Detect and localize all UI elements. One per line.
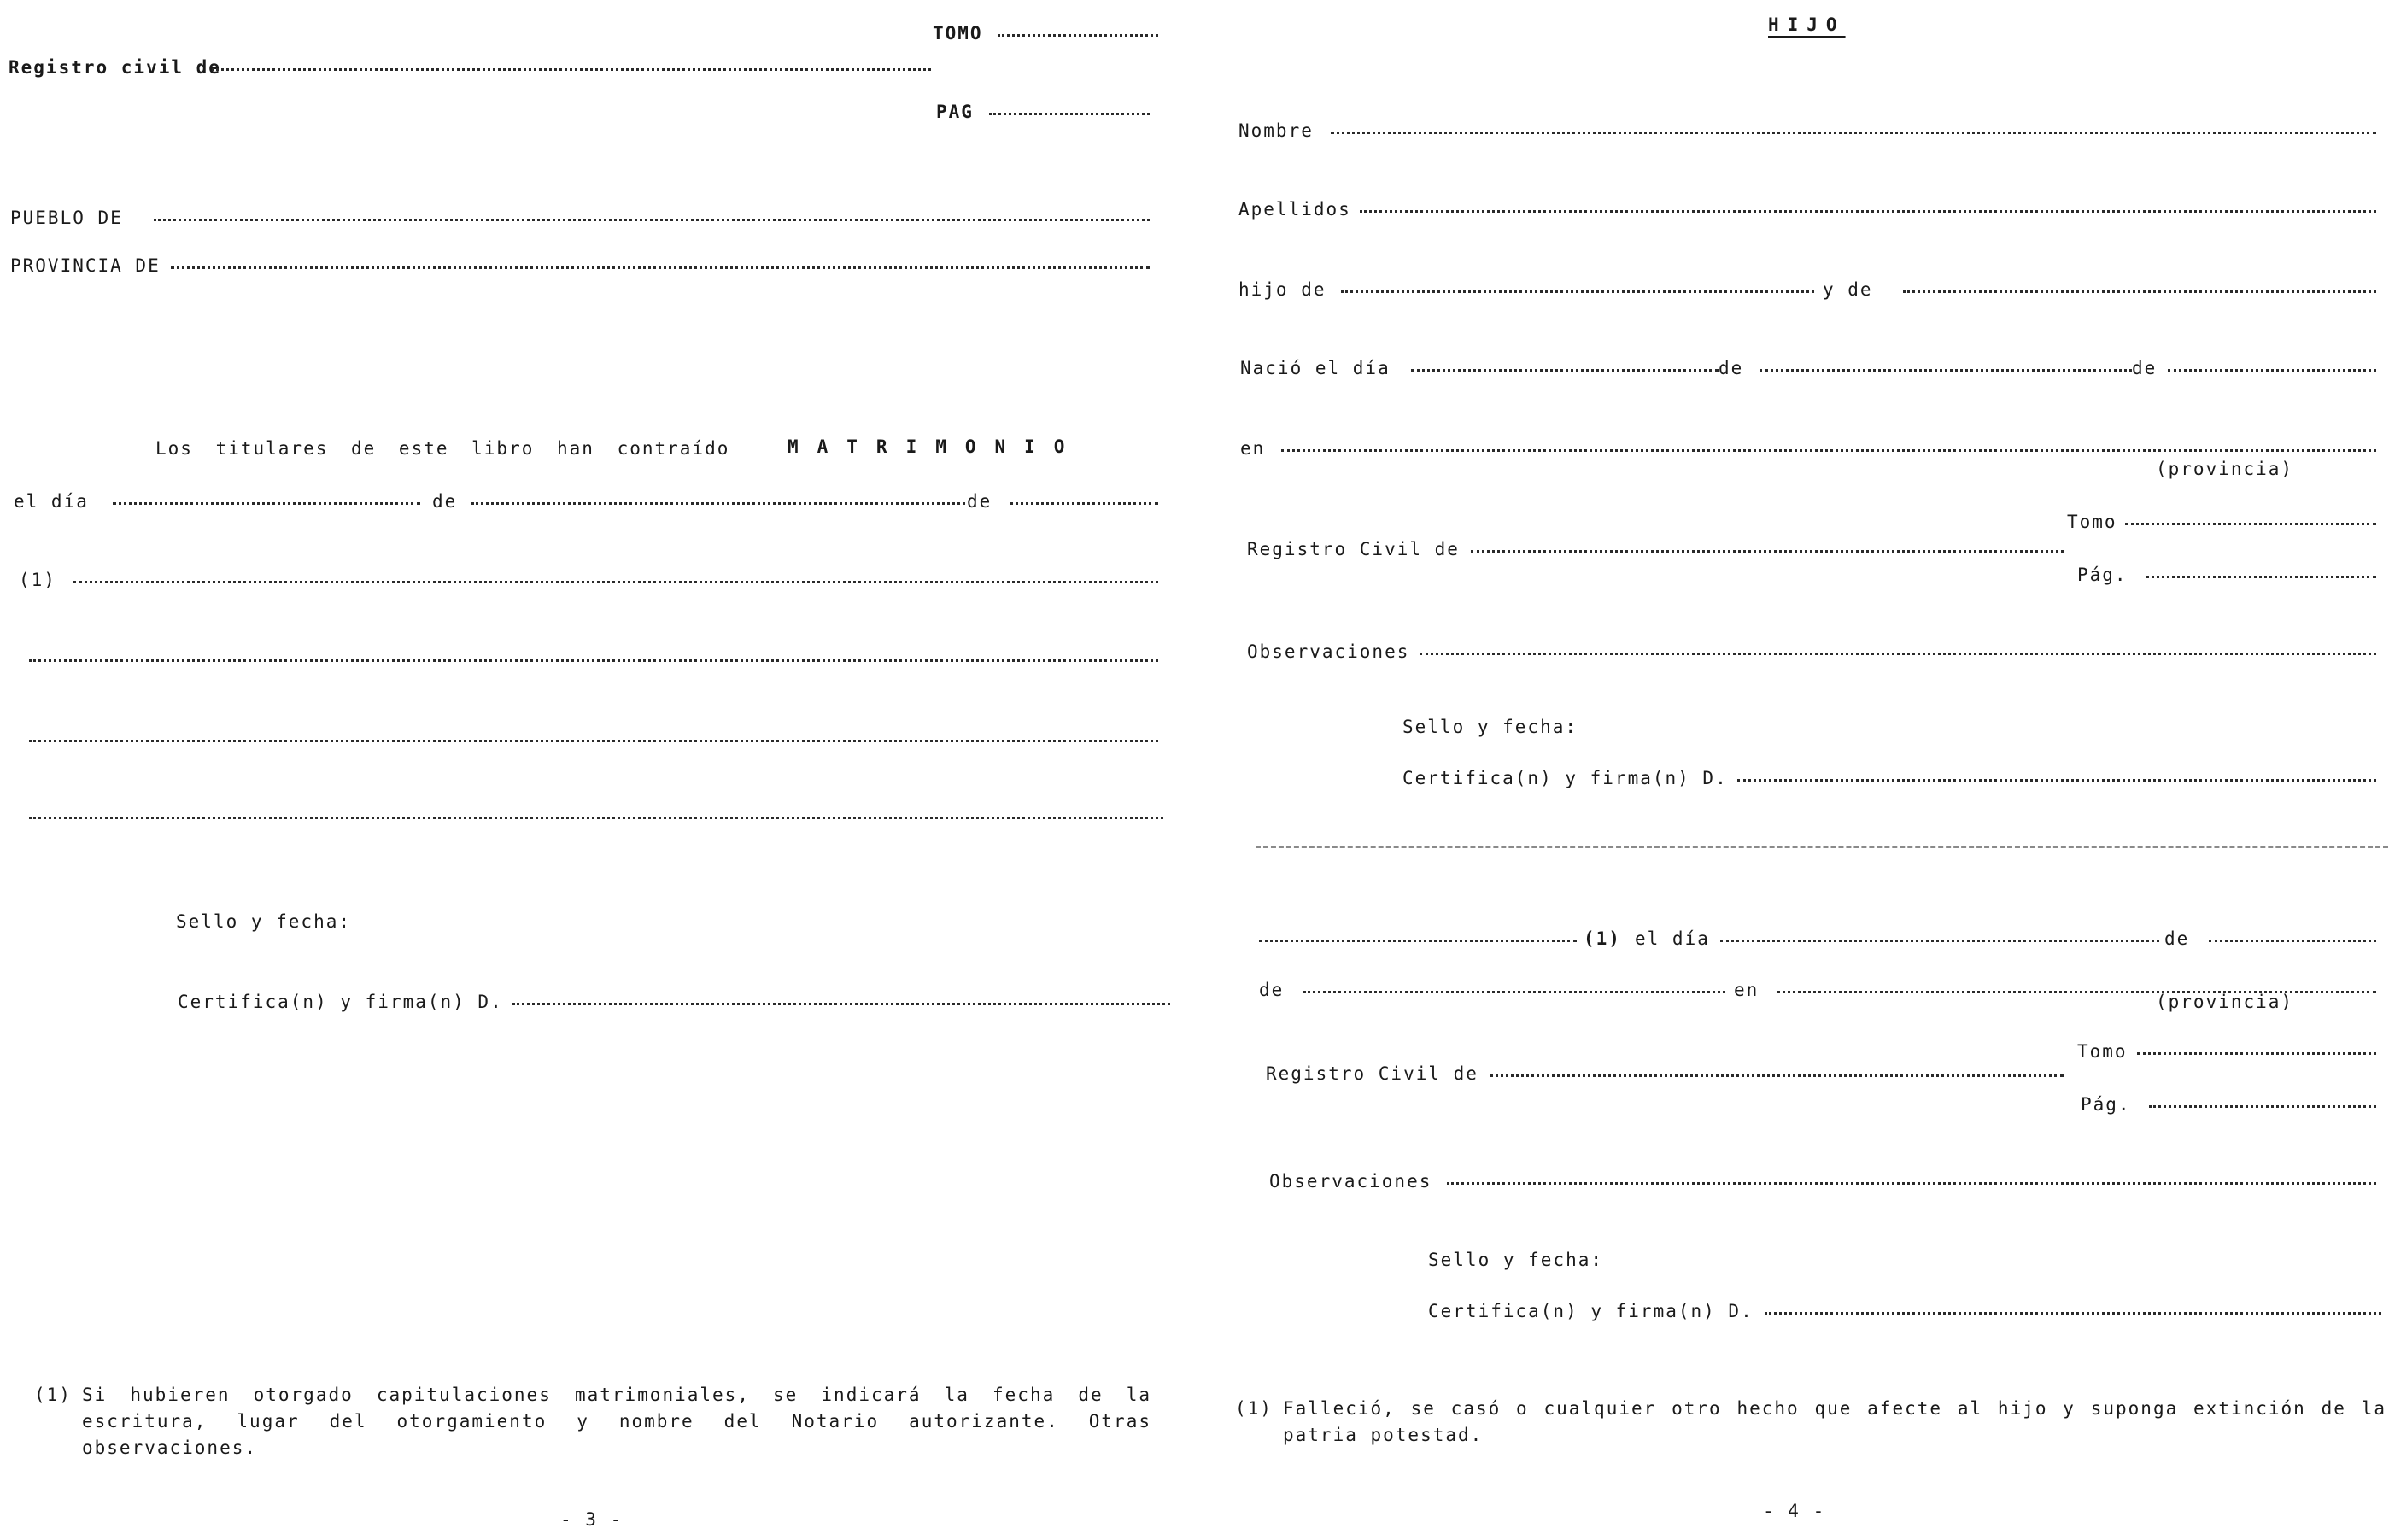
tomo-field[interactable] <box>2125 523 2376 525</box>
footnote-number: (1) <box>34 1385 72 1405</box>
footnote-text: Falleció, se casó o cualquier otro hecho que afecte al hijo y suponga extinción de la patria potestad. <box>1283 1398 2386 1445</box>
en-label: en <box>1240 438 1266 459</box>
lugar-nacimiento-field[interactable] <box>1281 449 2376 452</box>
page-3 <box>0 0 1179 1540</box>
hecho-mes-field[interactable] <box>2209 940 2376 942</box>
mes-field[interactable] <box>471 502 965 505</box>
el-dia-field[interactable] <box>113 502 420 505</box>
observaciones-line-2[interactable] <box>29 659 1158 662</box>
hijo-de-label: hijo de <box>1238 279 1326 300</box>
de-label: de <box>432 491 458 512</box>
event-ref: (1) <box>1584 928 1621 949</box>
hecho-field[interactable] <box>1259 940 1577 942</box>
tomo-field[interactable] <box>998 34 1158 37</box>
pueblo-label: PUEBLO DE <box>10 208 123 228</box>
footnote-text: Si hubieren otorgado capitulaciones matrimoniales, se indicará la fecha de la escritura, lugar del otorgamiento y nombre del Notario autorizante. Otras observaciones. <box>82 1385 1151 1458</box>
nombre-label: Nombre <box>1238 120 1314 141</box>
certifica-label: Certifica(n) y firma(n) D. <box>178 992 503 1012</box>
matrimonio-intro: Los titulares de este libro han contraído <box>155 438 730 459</box>
nacio-label: Nació el día <box>1240 358 1391 378</box>
note-ref: (1) <box>19 570 56 590</box>
page-number: - 4 - <box>1763 1501 1826 1521</box>
footnote <box>1235 1396 2386 1449</box>
observaciones-line-4[interactable] <box>29 817 1163 819</box>
hecho-de-label-2: de <box>1259 980 1285 1000</box>
footnote <box>34 1382 1151 1461</box>
madre-field[interactable] <box>1903 290 2376 293</box>
pag-field[interactable] <box>989 113 1150 115</box>
registro-civil-field[interactable] <box>1471 550 2064 553</box>
sello-label: Sello y fecha: <box>176 911 352 932</box>
matrimonio-word: MATRIMONIO <box>788 436 1084 457</box>
pag-field[interactable] <box>2146 576 2376 578</box>
observaciones-line-1[interactable] <box>73 581 1158 583</box>
provincia-label: PROVINCIA DE <box>10 255 161 276</box>
provincia-note: (provincia) <box>2156 459 2294 479</box>
observaciones-field[interactable] <box>1420 653 2376 655</box>
pag-label: PAG <box>936 102 974 122</box>
tomo-label: Tomo <box>2067 512 2117 532</box>
observaciones-field-2[interactable] <box>1447 1182 2376 1185</box>
section-separator <box>1256 846 2388 848</box>
registro-civil-field-2[interactable] <box>1490 1074 2064 1077</box>
el-dia-label: el día <box>14 491 89 512</box>
pag-field-2[interactable] <box>2149 1105 2376 1108</box>
pueblo-field[interactable] <box>154 219 1150 221</box>
registro-civil-label-2: Registro Civil de <box>1266 1063 1478 1084</box>
footnote-number: (1) <box>1235 1398 1273 1419</box>
padre-field[interactable] <box>1341 290 1814 293</box>
nacio-mes-field[interactable] <box>1760 369 2132 372</box>
sello-label: Sello y fecha: <box>1402 717 1578 737</box>
registro-civil-label: Registro Civil de <box>1247 539 1460 559</box>
certifica-field[interactable] <box>512 1003 1170 1005</box>
sello-label-2: Sello y fecha: <box>1428 1250 1604 1270</box>
pag-label: Pág. <box>2077 565 2128 585</box>
hecho-en-label: en <box>1734 980 1760 1000</box>
apellidos-field[interactable] <box>1360 210 2376 213</box>
certifica-field-2[interactable] <box>1765 1312 2381 1315</box>
hecho-dia-field[interactable] <box>1720 940 2159 942</box>
tomo-label-2: Tomo <box>2077 1041 2128 1062</box>
pag-label-2: Pág. <box>2081 1094 2131 1115</box>
apellidos-label: Apellidos <box>1238 199 1351 220</box>
provincia-note-2: (provincia) <box>2156 992 2294 1012</box>
hecho-de-label: de <box>2164 928 2190 949</box>
y-de-label: y de <box>1823 279 1873 300</box>
nacio-anio-field[interactable] <box>2168 369 2376 372</box>
page-4 <box>1221 0 2389 1540</box>
tomo-label: TOMO <box>933 23 983 44</box>
de-label-2: de <box>967 491 992 512</box>
el-dia-label: el día <box>1635 928 1710 949</box>
page-number: - 3 - <box>560 1509 624 1530</box>
certifica-label: Certifica(n) y firma(n) D. <box>1402 768 1728 788</box>
registro-civil-field[interactable] <box>212 68 931 71</box>
nacio-de-label-2: de <box>2132 358 2158 378</box>
provincia-field[interactable] <box>171 266 1150 269</box>
observaciones-label: Observaciones <box>1247 641 1410 662</box>
anio-field[interactable] <box>1010 502 1158 505</box>
certifica-field[interactable] <box>1737 779 2376 782</box>
observaciones-line-3[interactable] <box>29 740 1158 742</box>
hijo-title: HIJO <box>1768 15 1846 35</box>
hecho-anio-field[interactable] <box>1303 991 1725 993</box>
nacio-dia-field[interactable] <box>1411 369 1719 372</box>
registro-civil-label: Registro civil de <box>9 57 221 78</box>
nombre-field[interactable] <box>1331 132 2376 134</box>
tomo-field-2[interactable] <box>2137 1052 2376 1055</box>
certifica-label-2: Certifica(n) y firma(n) D. <box>1428 1301 1754 1321</box>
observaciones-label-2: Observaciones <box>1269 1171 1432 1192</box>
nacio-de-label: de <box>1719 358 1744 378</box>
